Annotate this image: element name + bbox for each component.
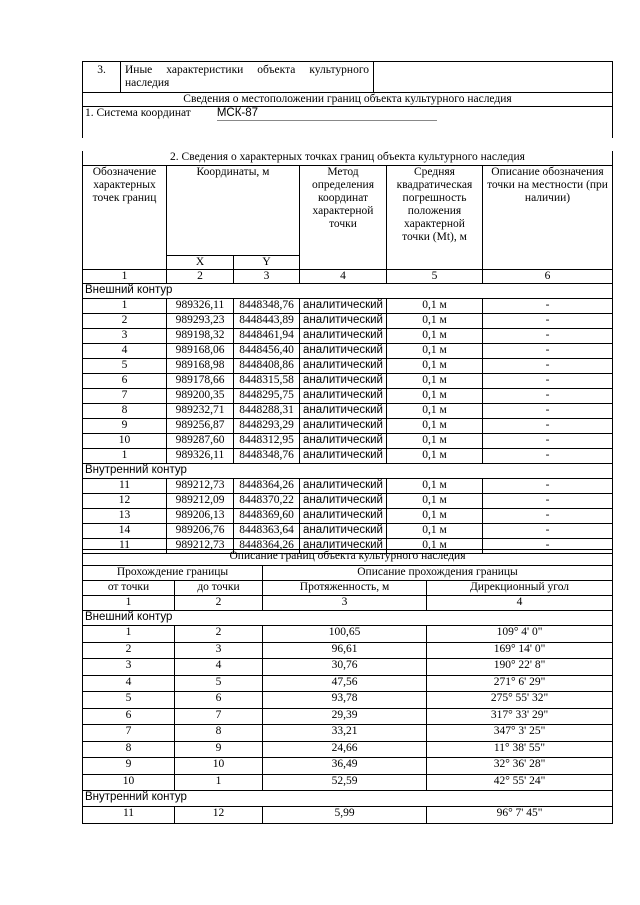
table-cell: 10: [175, 758, 263, 775]
table-cell: 7: [175, 708, 263, 725]
table-cell: -: [483, 388, 613, 403]
table-row: [83, 642, 613, 659]
table-cell: 3: [175, 642, 263, 659]
table-cell: 5: [175, 675, 263, 692]
table-cell: 1: [175, 774, 263, 791]
table-cell: аналитический: [300, 418, 387, 433]
col-description-header: Описание обозначения точки на местности (при наличии): [483, 165, 613, 269]
table-cell: 8448456,40: [234, 343, 300, 358]
table-cell: 0,1 м: [387, 328, 483, 343]
outer-contour-label: Внешний контур: [83, 283, 613, 298]
table-cell: аналитический: [300, 373, 387, 388]
table-cell: 8448364,26: [234, 538, 300, 553]
table-cell: 9: [175, 741, 263, 758]
table-cell: 12: [175, 807, 263, 824]
table-cell: 8448312,95: [234, 433, 300, 448]
table-cell: 989178,66: [167, 373, 234, 388]
table-row: [83, 725, 613, 742]
table-cell: 2: [83, 642, 175, 659]
col-designation-header: Обозначение характерных точек границ: [83, 165, 167, 269]
table-cell: 9: [83, 418, 167, 433]
table-cell: 8: [83, 403, 167, 418]
col-length-header: Протяженность, м: [263, 581, 427, 596]
table-row: [83, 433, 613, 448]
table-cell: 36,49: [263, 758, 427, 775]
table-row: [83, 675, 613, 692]
table-cell: 989168,98: [167, 358, 234, 373]
table-cell: 11° 38' 55": [427, 741, 613, 758]
table-cell: 8448295,75: [234, 388, 300, 403]
table-row: [83, 692, 613, 709]
table-row: [83, 313, 613, 328]
col-x-header: X: [167, 255, 234, 269]
table-cell: 32° 36' 28": [427, 758, 613, 775]
table-cell: 0,1 м: [387, 508, 483, 523]
table-row: [83, 774, 613, 791]
table-cell: 96° 7' 45": [427, 807, 613, 824]
table-cell: 989206,13: [167, 508, 234, 523]
col-num: 3: [263, 596, 427, 611]
table-cell: 109° 4' 0": [427, 626, 613, 643]
table-cell: 0,1 м: [387, 418, 483, 433]
inner-contour-label: Внутренний контур: [83, 791, 613, 807]
table-cell: 8448293,29: [234, 418, 300, 433]
table-row: [83, 343, 613, 358]
col-num: 3: [234, 269, 300, 283]
table-cell: аналитический: [300, 298, 387, 313]
table-cell: -: [483, 508, 613, 523]
col-passage-header: Прохождение границы: [83, 566, 263, 581]
outer-contour-label: Внешний контур: [83, 611, 613, 626]
table-row: [83, 358, 613, 373]
col-method-header: Метод определения координат характерной точки: [300, 165, 387, 269]
table-cell: 5,99: [263, 807, 427, 824]
table-cell: 30,76: [263, 659, 427, 676]
table-cell: 275° 55' 32": [427, 692, 613, 709]
table-cell: 8448348,76: [234, 448, 300, 463]
table-cell: 10: [83, 774, 175, 791]
col-error-header: Средняя квадратическая погрешность положения характерной точки (Mt), м: [387, 165, 483, 269]
table-row: [83, 807, 613, 824]
table-cell: 8448364,26: [234, 478, 300, 493]
table-cell: 1: [83, 298, 167, 313]
table-cell: 0,1 м: [387, 493, 483, 508]
table-cell: 989293,23: [167, 313, 234, 328]
table-cell: 989212,09: [167, 493, 234, 508]
col-num: 5: [387, 269, 483, 283]
table-cell: -: [483, 478, 613, 493]
table-cell: аналитический: [300, 493, 387, 508]
table-cell: 0,1 м: [387, 403, 483, 418]
table-cell: 8448369,60: [234, 508, 300, 523]
table-cell: аналитический: [300, 478, 387, 493]
table-cell: 24,66: [263, 741, 427, 758]
table-cell: 8448370,22: [234, 493, 300, 508]
table-cell: -: [483, 418, 613, 433]
table-cell: 8448363,64: [234, 523, 300, 538]
col-num: 2: [167, 269, 234, 283]
table-cell: аналитический: [300, 433, 387, 448]
table-cell: 989232,71: [167, 403, 234, 418]
table-cell: 0,1 м: [387, 358, 483, 373]
table-cell: аналитический: [300, 403, 387, 418]
table-cell: 2: [83, 313, 167, 328]
table-cell: 47,56: [263, 675, 427, 692]
table-cell: -: [483, 373, 613, 388]
table-cell: аналитический: [300, 508, 387, 523]
col-num: 4: [300, 269, 387, 283]
section-location-title: Сведения о местоположении границ объекта культурного наследия: [83, 93, 613, 107]
table-cell: 0,1 м: [387, 433, 483, 448]
table-cell: 169° 14' 0": [427, 642, 613, 659]
table-cell: 8448408,86: [234, 358, 300, 373]
table-row: [83, 659, 613, 676]
col-passage-desc-header: Описание прохождения границы: [263, 566, 613, 581]
table-cell: 3: [83, 328, 167, 343]
table-cell: 2: [175, 626, 263, 643]
table-cell: 42° 55' 24": [427, 774, 613, 791]
table-cell: 7: [83, 388, 167, 403]
table-cell: 190° 22' 8": [427, 659, 613, 676]
table-row: [83, 758, 613, 775]
table-cell: 11: [83, 807, 175, 824]
table-cell: 11: [83, 538, 167, 553]
points-table: [82, 151, 613, 554]
coord-system-row: [83, 107, 613, 122]
table-cell: аналитический: [300, 343, 387, 358]
table-cell: 5: [83, 692, 175, 709]
table-cell: 8: [175, 725, 263, 742]
table-cell: 989168,06: [167, 343, 234, 358]
table-cell: 4: [175, 659, 263, 676]
table-row: [83, 388, 613, 403]
table-cell: 4: [83, 343, 167, 358]
table-cell: -: [483, 493, 613, 508]
table-cell: 0,1 м: [387, 478, 483, 493]
table-row: [83, 418, 613, 433]
table-cell: -: [483, 403, 613, 418]
table-cell: 13: [83, 508, 167, 523]
coord-system-label: 1. Система координат: [85, 107, 191, 119]
table-cell: 5: [83, 358, 167, 373]
table-cell: 0,1 м: [387, 388, 483, 403]
col-y-header: Y: [234, 255, 300, 269]
table-cell: -: [483, 313, 613, 328]
table-cell: -: [483, 433, 613, 448]
table-cell: 8448288,31: [234, 403, 300, 418]
table-cell: 0,1 м: [387, 313, 483, 328]
table-cell: 10: [83, 433, 167, 448]
table-cell: 271° 6' 29": [427, 675, 613, 692]
col-num: 6: [483, 269, 613, 283]
table-cell: 1: [83, 448, 167, 463]
col-num: 1: [83, 596, 175, 611]
table-row: [83, 708, 613, 725]
col-num: 2: [175, 596, 263, 611]
inner-contour-label: Внутренний контур: [83, 463, 613, 478]
table-cell: 989326,11: [167, 298, 234, 313]
table-cell: 0,1 м: [387, 448, 483, 463]
table-cell: 317° 33' 29": [427, 708, 613, 725]
row3-number: 3.: [83, 62, 121, 93]
table-cell: 33,21: [263, 725, 427, 742]
table-cell: 989200,35: [167, 388, 234, 403]
table-cell: 8448315,58: [234, 373, 300, 388]
table-cell: 0,1 м: [387, 373, 483, 388]
table-cell: -: [483, 538, 613, 553]
table-cell: 989206,76: [167, 523, 234, 538]
table-cell: 989326,11: [167, 448, 234, 463]
table-cell: 6: [83, 373, 167, 388]
table-cell: 989212,73: [167, 538, 234, 553]
points-section-title: 2. Сведения о характерных точках границ объекта культурного наследия: [83, 151, 613, 165]
table-cell: -: [483, 343, 613, 358]
col-coords-header: Координаты, м: [167, 165, 300, 255]
table-cell: 0,1 м: [387, 343, 483, 358]
table-row: [83, 626, 613, 643]
table-cell: 12: [83, 493, 167, 508]
boundary-title: Описание границ объекта культурного наследия: [83, 550, 613, 566]
table-row: [83, 373, 613, 388]
table-cell: аналитический: [300, 313, 387, 328]
col-to-header: до точки: [175, 581, 263, 596]
table-row: [83, 493, 613, 508]
table-row: [83, 328, 613, 343]
table-cell: -: [483, 523, 613, 538]
table-cell: аналитический: [300, 358, 387, 373]
table-cell: 29,39: [263, 708, 427, 725]
table-cell: 11: [83, 478, 167, 493]
table-cell: 6: [175, 692, 263, 709]
table-cell: 52,59: [263, 774, 427, 791]
table-cell: аналитический: [300, 538, 387, 553]
table-row: [83, 448, 613, 463]
table-cell: аналитический: [300, 448, 387, 463]
table-cell: 989256,87: [167, 418, 234, 433]
table-cell: 8448461,94: [234, 328, 300, 343]
table-cell: 3: [83, 659, 175, 676]
table-row: [83, 298, 613, 313]
table-cell: 7: [83, 725, 175, 742]
table-cell: 8448348,76: [234, 298, 300, 313]
table-row: [83, 741, 613, 758]
table-cell: 6: [83, 708, 175, 725]
table-row: [83, 523, 613, 538]
table-cell: аналитический: [300, 328, 387, 343]
table-cell: 989287,60: [167, 433, 234, 448]
col-num: 4: [427, 596, 613, 611]
table-cell: -: [483, 298, 613, 313]
table-cell: 8448443,89: [234, 313, 300, 328]
table-cell: -: [483, 448, 613, 463]
table-row: [83, 508, 613, 523]
table-row: [83, 478, 613, 493]
table-cell: 347° 3' 25": [427, 725, 613, 742]
table-cell: 14: [83, 523, 167, 538]
table-cell: -: [483, 328, 613, 343]
table-cell: 100,65: [263, 626, 427, 643]
boundary-table: [82, 549, 613, 824]
table-cell: аналитический: [300, 523, 387, 538]
table-cell: 1: [83, 626, 175, 643]
table-cell: 96,61: [263, 642, 427, 659]
table-cell: 989212,73: [167, 478, 234, 493]
table-cell: 0,1 м: [387, 538, 483, 553]
col-angle-header: Дирекционный угол: [427, 581, 613, 596]
col-num: 1: [83, 269, 167, 283]
table-cell: 9: [83, 758, 175, 775]
table-cell: аналитический: [300, 388, 387, 403]
table-cell: 989198,32: [167, 328, 234, 343]
row3-text: Иные характеристики объекта культурного наследия: [121, 62, 374, 93]
table-cell: 0,1 м: [387, 523, 483, 538]
table-cell: 93,78: [263, 692, 427, 709]
header-table: [82, 61, 613, 138]
table-cell: 8: [83, 741, 175, 758]
coord-system-spacer: [83, 122, 613, 138]
coord-system-value: МСК-87: [217, 107, 437, 121]
col-from-header: от точки: [83, 581, 175, 596]
table-cell: 4: [83, 675, 175, 692]
table-cell: -: [483, 358, 613, 373]
table-row: [83, 403, 613, 418]
table-cell: 0,1 м: [387, 298, 483, 313]
row3-value: [374, 62, 613, 93]
